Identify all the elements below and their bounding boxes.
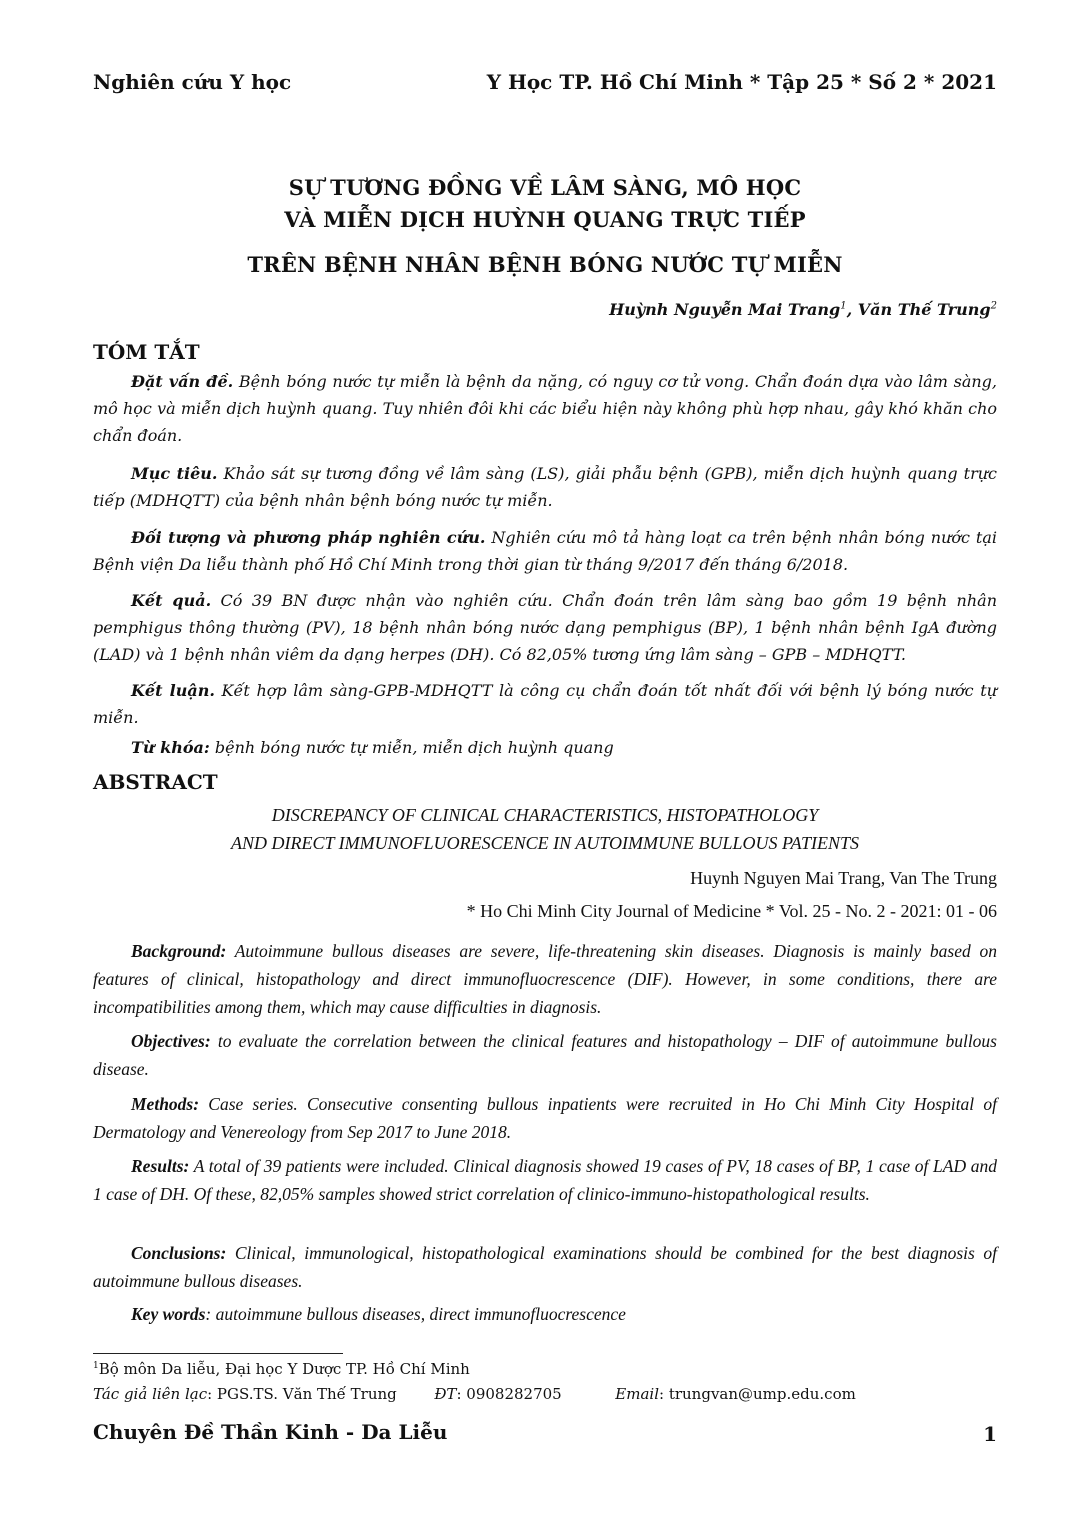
phone-number: : 0908282705 — [456, 1385, 562, 1403]
paper-title-line-3: TRÊN BỆNH NHÂN BỆNH BÓNG NƯỚC TỰ MIỄN — [247, 252, 843, 277]
vn-section-keywords — [93, 734, 997, 761]
section-text: Kết hợp lâm sàng-GPB-MDHQTT là công cụ chẩn đoán tốt nhất đối với bệnh lý bóng nước tự miễn. — [93, 681, 998, 727]
vn-section-methods — [93, 524, 997, 578]
author-separator: , — [846, 300, 858, 319]
en-section-methods — [93, 1090, 997, 1146]
section-text: Nghiên cứu mô tả hàng loạt ca trên bệnh nhân bóng nước tại Bệnh viện Da liễu thành phố Hồ Chí Minh trong thời gian từ tháng 9/2017 đến tháng 6/2018. — [93, 528, 998, 574]
vn-section-background — [93, 368, 997, 449]
author-1: Huỳnh Nguyễn Mai Trang — [609, 300, 841, 319]
en-title-line-1: DISCREPANCY OF CLINICAL CHARACTERISTICS, HISTOPATHOLOGY — [271, 805, 819, 825]
section-label: Key words — [131, 1304, 206, 1324]
section-text: A total of 39 patients were included. Clinical diagnosis showed 19 cases of PV, 18 cases of BP, 1 case of LAD and 1 case of DH. Of these, 82,05% samples showed strict correlation of clinico-immuno-histopathological results. — [93, 1156, 997, 1204]
contact-name: : PGS.TS. Văn Thế Trung — [207, 1385, 397, 1403]
section-text: : autoimmune bullous diseases, direct immunofluocrescence — [205, 1304, 626, 1324]
en-section-conclusions — [93, 1239, 997, 1295]
section-label: Methods: — [131, 1094, 200, 1114]
en-section-background — [93, 937, 997, 1021]
email-label: Email — [615, 1385, 659, 1403]
section-text: bệnh bóng nước tự miễn, miễn dịch huỳnh quang — [209, 738, 614, 757]
section-label: Objectives: — [131, 1031, 211, 1051]
section-label: Kết luận. — [131, 681, 215, 700]
section-label: Background: — [131, 941, 227, 961]
en-section-results — [93, 1152, 997, 1208]
footnote-affiliation: $^1$Bộ môn Da liễu, Đại học Y Dược TP. Hồ Chí Minh — [93, 1360, 470, 1378]
section-label: Results: — [131, 1156, 190, 1176]
en-title-line-2: AND DIRECT IMMUNOFLUORESCENCE IN AUTOIMMUNE BULLOUS PATIENTS — [230, 833, 860, 853]
paper-title-line-1: SỰ TƯƠNG ĐỒNG VỀ LÂM SÀNG, MÔ HỌC — [288, 175, 802, 200]
section-text: Clinical, immunological, histopathological examinations should be combined for the best diagnosis of autoimmune bullous diseases. — [93, 1243, 997, 1291]
citation: * Ho Chi Minh City Journal of Medicine * Vol. 25 - No. 2 - 2021: 01 - 06 — [466, 901, 997, 921]
footnote-marker: 1 — [93, 1361, 99, 1371]
section-label: Conclusions: — [131, 1243, 227, 1263]
en-abstract-heading: ABSTRACT — [93, 770, 218, 794]
running-header-left: Nghiên cứu Y học — [93, 70, 292, 94]
page-number: 1 — [983, 1422, 997, 1446]
section-text: to evaluate the correlation between the clinical features and histopathology – DIF of autoimmune bullous disease. — [93, 1031, 997, 1079]
en-authors: Huynh Nguyen Mai Trang, Van The Trung — [690, 868, 997, 888]
en-section-objectives — [93, 1027, 997, 1083]
section-text: Khảo sát sự tương đồng về lâm sàng (LS), giải phẫu bệnh (GPB), miễn dịch huỳnh quang trực tiếp (MDHQTT) của bệnh nhân bệnh bóng nước tự miễn. — [93, 464, 997, 510]
section-label: Từ khóa: — [131, 738, 210, 757]
section-text: Bệnh bóng nước tự miễn là bệnh da nặng, có nguy cơ tử vong. Chẩn đoán dựa vào lâm sàng, mô học và miễn dịch huỳnh quang. Tuy nhiên đôi khi các biểu hiện này không phù hợp nhau, gây khó khăn cho chẩn đoán. — [93, 372, 997, 445]
section-label: Đối tượng và phương pháp nghiên cứu. — [131, 528, 486, 547]
section-label: Kết quả. — [131, 591, 212, 610]
paper-title-line-2: VÀ MIỄN DỊCH HUỲNH QUANG TRỰC TIẾP — [284, 207, 806, 232]
contact-label: Tác giả liên lạc — [93, 1385, 208, 1403]
section-text: Có 39 BN được nhận vào nghiên cứu. Chẩn đoán trên lâm sàng bao gồm 19 bệnh nhân pemphigus thông thường (PV), 18 bệnh nhân bóng nước dạng pemphigus (BP), 1 bệnh nhân bệnh IgA đường (LAD) và 1 bệnh nhân viêm da dạng herpes (DH). Có 82,05% tương ứng lâm sàng – GPB – MDHQTT. — [93, 591, 997, 664]
section-label: Mục tiêu. — [131, 464, 218, 483]
en-section-keywords — [93, 1300, 997, 1328]
section-text: Autoimmune bullous diseases are severe, life-threatening skin diseases. Diagnosis is mainly based on features of clinical, histopathology and direct immunofluocrescence (DIF). However, in some conditions, there are incompatibilities among them, which may cause difficulties in diagnosis. — [93, 941, 997, 1017]
vn-section-conclusion — [93, 677, 997, 731]
running-footer: Chuyên Đề Thần Kinh - Da Liễu — [93, 1420, 448, 1444]
running-header-right: Y Học TP. Hồ Chí Minh * Tập 25 * Số 2 * 2021 — [486, 70, 997, 94]
author-line — [609, 300, 997, 319]
section-text: Case series. Consecutive consenting bullous inpatients were recruited in Ho Chi Minh City Hospital of Dermatology and Venereology from Sep 2017 to June 2018. — [93, 1094, 997, 1142]
section-label: Đặt vấn đề. — [131, 372, 234, 391]
footnote-contact — [93, 1385, 856, 1403]
vn-abstract-heading: TÓM TẮT — [93, 340, 200, 364]
vn-section-objectives — [93, 460, 997, 514]
vn-section-results — [93, 587, 997, 668]
author-2: Văn Thế Trung — [857, 300, 991, 319]
phone-label: ĐT — [434, 1385, 457, 1403]
email-address: : trungvan@ump.edu.com — [659, 1385, 856, 1403]
footnote-rule — [93, 1353, 343, 1354]
author-1-affiliation: 1 — [840, 300, 847, 312]
author-2-affiliation: 2 — [990, 300, 997, 312]
